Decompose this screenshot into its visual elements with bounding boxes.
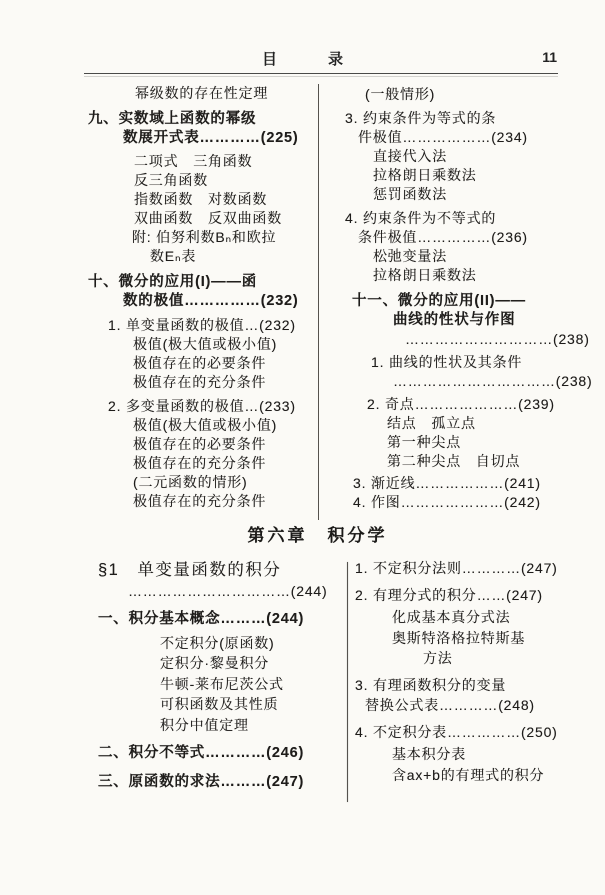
toc-column-top-right xyxy=(345,85,593,512)
toc-line: 极值(极大值或极小值) xyxy=(133,417,278,433)
toc-line: 反三角函数 xyxy=(134,172,208,188)
toc-line: 幂级数的存在性定理 xyxy=(135,85,269,101)
toc-line: 1. 单变量函数的极值…(232) xyxy=(108,317,296,333)
toc-line: 3. 约束条件为等式的条 xyxy=(345,110,497,126)
toc-line: 直接代入法 xyxy=(373,148,447,164)
toc-line: 数Eₙ表 xyxy=(150,248,197,264)
toc-line: 二项式 三角函数 xyxy=(134,153,253,169)
toc-line: 十一、微分的应用(II)—— xyxy=(352,293,526,309)
toc-column-bottom-right xyxy=(355,558,565,785)
toc-line: 基本积分表 xyxy=(392,746,466,762)
toc-line: 2. 多变量函数的极值…(233) xyxy=(108,398,296,414)
toc-line: 极值存在的充分条件 xyxy=(133,493,267,509)
toc-line: 方法 xyxy=(423,650,453,666)
toc-line: 4. 作图…………………(242) xyxy=(353,494,541,510)
toc-line: 拉格朗日乘数法 xyxy=(373,167,477,183)
column-divider-top xyxy=(318,84,319,520)
toc-line: 可积函数及其性质 xyxy=(160,696,279,712)
toc-line: 附: 伯努利数Bₙ和欧拉 xyxy=(132,229,277,245)
toc-line: 极值存在的必要条件 xyxy=(133,436,267,452)
toc-column-bottom-left xyxy=(98,560,346,792)
page-header-title: 目 录 xyxy=(261,51,361,68)
toc-line: 指数函数 对数函数 xyxy=(134,191,268,207)
toc-line: 不定积分(原函数) xyxy=(160,634,275,651)
toc-line: 积分中值定理 xyxy=(160,716,249,733)
toc-line: 1. 曲线的性状及其条件 xyxy=(371,354,523,370)
toc-column-top-left xyxy=(88,84,320,511)
toc-line: 三、原函数的求法………(247) xyxy=(98,773,305,790)
toc-line: 条件极值……………(236) xyxy=(358,229,528,245)
toc-line: (二元函数的情形) xyxy=(133,474,248,490)
header-rule xyxy=(84,73,558,77)
toc-line: 双曲函数 反双曲函数 xyxy=(134,210,282,226)
page-number: 11 xyxy=(542,49,557,65)
toc-line: 拉格朗日乘数法 xyxy=(373,267,477,283)
toc-line: 极值(极大值或极小值) xyxy=(133,336,278,352)
toc-line: (一般情形) xyxy=(365,86,436,102)
toc-line: 二、积分不等式…………(246) xyxy=(98,745,305,761)
toc-line: ……………………………(238) xyxy=(393,373,593,389)
toc-line: 1. 不定积分法则…………(247) xyxy=(355,560,558,576)
toc-line: 3. 渐近线………………(241) xyxy=(353,475,541,491)
toc-line: §1 单变量函数的积分 xyxy=(98,561,282,579)
toc-line: 件极值………………(234) xyxy=(358,129,528,145)
toc-line: 极值存在的充分条件 xyxy=(133,374,267,390)
toc-line: 结点 孤立点 xyxy=(387,415,476,431)
toc-line: 奥斯特洛格拉特斯基 xyxy=(392,629,526,646)
toc-line: 松弛变量法 xyxy=(373,248,447,264)
toc-line: 一、积分基本概念………(244) xyxy=(98,611,305,627)
toc-line: 化成基本真分式法 xyxy=(392,609,511,625)
toc-line: 十、微分的应用(I)——函 xyxy=(88,274,258,290)
toc-line: 第一种尖点 xyxy=(387,434,461,450)
toc-line: 3. 有理函数积分的变量 xyxy=(355,676,507,693)
toc-line: 定积分·黎曼积分 xyxy=(160,655,270,671)
toc-line: 惩罚函数法 xyxy=(373,186,447,202)
toc-line: 含ax+b的有理式的积分 xyxy=(392,766,545,783)
toc-line: 极值存在的必要条件 xyxy=(133,355,267,371)
toc-line: 替换公式表…………(248) xyxy=(365,697,535,713)
column-divider-bottom xyxy=(347,562,348,802)
toc-line: 2. 有理分式的积分……(247) xyxy=(355,586,543,603)
toc-line: 极值存在的充分条件 xyxy=(133,455,267,471)
toc-line: 曲线的性状与作图 xyxy=(393,312,516,328)
toc-line: 4. 不定积分表……………(250) xyxy=(355,723,558,740)
toc-line: …………………………(238) xyxy=(405,331,590,347)
toc-line: 4. 约束条件为不等式的 xyxy=(345,210,497,226)
toc-line: 2. 奇点…………………(239) xyxy=(367,396,555,412)
toc-line: 牛顿-莱布尼茨公式 xyxy=(160,675,284,692)
toc-line: 数的极值……………(232) xyxy=(123,293,299,309)
toc-line: ……………………………(244) xyxy=(128,582,328,599)
chapter-heading: 第六章 积分学 xyxy=(247,526,388,545)
toc-line: 第二种尖点 自切点 xyxy=(387,453,521,469)
toc-line: 数展开式表…………(225) xyxy=(123,130,299,146)
toc-line: 九、实数域上函数的幂级 xyxy=(88,111,257,127)
